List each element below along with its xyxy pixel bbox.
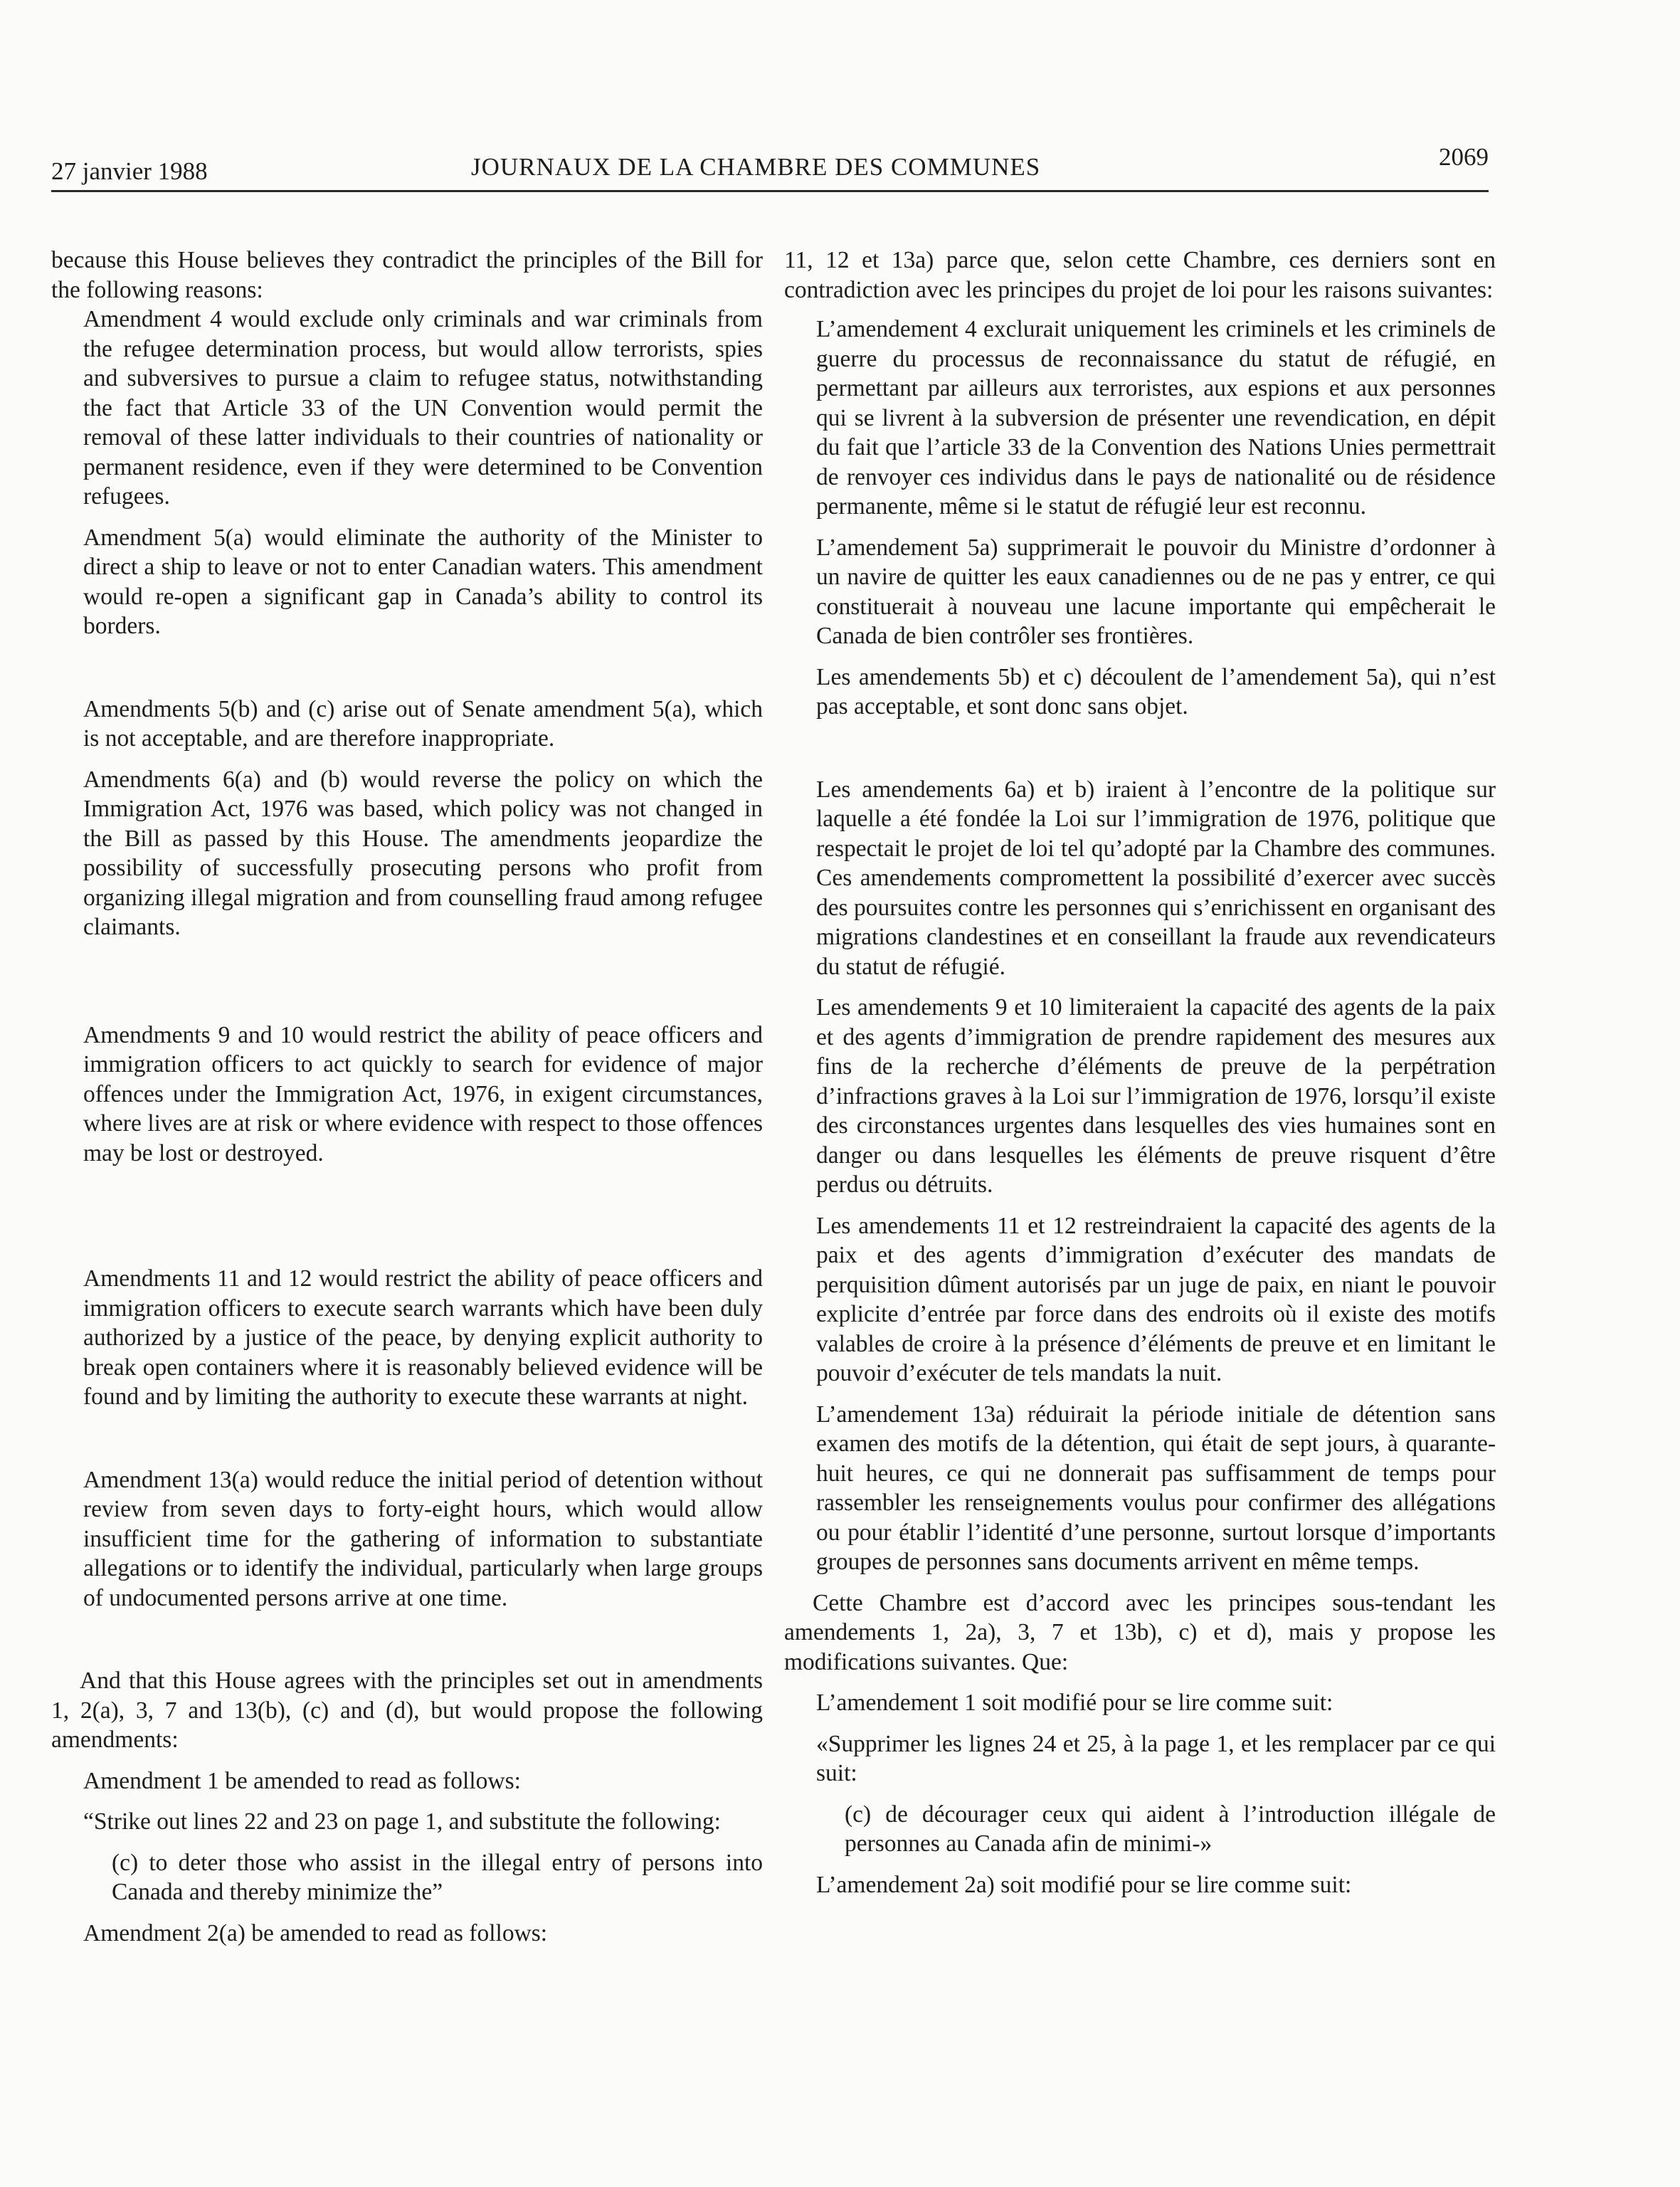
left-amendment-5a: Amendment 5(a) would eliminate the authority of the Minister to direct a ship to leave or not to enter Canadian waters. This amendment would re-open a significant gap in Canada’s ability to control its borders.: [83, 524, 763, 639]
right-agreement: Cette Chambre est d’accord avec les principes sous-tendant les amendements 1, 2a), 3, 7 et 13b), c) et d), mais y propose les modifications suivantes. Que:: [784, 1589, 1496, 1675]
french-column: [784, 246, 1496, 1899]
right-amendements-5bc: Les amendements 5b) et c) découlent de l’amendement 5a), qui n’est pas acceptable, et sont donc sans objet.: [816, 663, 1496, 720]
right-intro: 11, 12 et 13a) parce que, selon cette Chambre, ces derniers sont en contradiction avec les principes du projet de loi pour les raisons suivantes:: [784, 247, 1496, 303]
left-amendments-9-10: Amendments 9 and 10 would restrict the ability of peace officers and immigration officers to act quickly to search for evidence of major offences under the Immigration Act, 1976, in exigent circumstances, where lives are at risk or where evidence with respect to those offences may be lost or destroyed.: [83, 1021, 763, 1166]
right-amendement-1-heading: L’amendement 1 soit modifié pour se lire comme suit:: [816, 1690, 1333, 1716]
right-amendement-4: L’amendement 4 exclurait uniquement les criminels et les criminels de guerre du processus de reconnaissance du statut de réfugié, en permettant par ailleurs aux terroristes, aux espions et aux personnes qui se livrent à la subversion de présenter une revendication, en dépit du fait que l’article 33 de la Convention des Nations Unies permettrait de renvoyer ces individus dans le pays de nationalité ou de résidence permanente, même si le statut de réfugié leur est reconnu.: [816, 316, 1496, 520]
left-agreement: And that this House agrees with the principles set out in amendments 1, 2(a), 3, 7 and 13(b), (c) and (d), but would propose the following amendments:: [51, 1667, 763, 1753]
right-amendements-9-10: Les amendements 9 et 10 limiteraient la capacité des agents de la paix et des agents d’immigration de prendre rapidement des mesures aux fins de la recherche d’éléments de preuve de la perpétration d’infractions graves à la Loi sur l’immigration de 1976, lorsqu’il existe des circonstances urgentes dans lesquelles des vies humaines sont en danger ou dans lesquelles les éléments de preuve risquent d’être perdus ou détruits.: [816, 994, 1496, 1198]
right-supprimer: «Supprimer les lignes 24 et 25, à la page 1, et les remplacer par ce qui suit:: [816, 1730, 1496, 1786]
left-strike-out: “Strike out lines 22 and 23 on page 1, and substitute the following:: [83, 1808, 721, 1835]
left-amendment-13a: Amendment 13(a) would reduce the initial period of detention without review from seven days to forty-eight hours, which would allow insufficient time for the gathering of information to substantiate allegations or to identify the individual, particularly when large groups of undocumented persons arrive at one time.: [83, 1466, 763, 1611]
right-amendement-5a: L’amendement 5a) supprimerait le pouvoir du Ministre d’ordonner à un navire de quitter les eaux canadiennes ou de ne pas y entrer, ce qui constituerait à nouveau une lacune importante qui empêcherait le Canada de bien contrôler ses frontières.: [816, 534, 1496, 649]
right-amendement-13a: L’amendement 13a) réduirait la période initiale de détention sans examen des motifs de la détention, qui était de sept jours, à quarante-huit heures, ce qui ne donnerait pas suffisamment de temps pour rassembler les renseignements voulus pour confirmer des allégations ou pour établir l’identité d’une personne, surtout lorsque d’importants groupes de personnes sans documents arrivent en même temps.: [816, 1401, 1496, 1575]
left-amendment-1-heading: Amendment 1 be amended to read as follows:: [83, 1767, 521, 1794]
left-amendments-5bc: Amendments 5(b) and (c) arise out of Senate amendment 5(a), which is not acceptable, and are therefore inappropriate.: [83, 695, 763, 752]
right-amendements-11-12: Les amendements 11 et 12 restreindraient la capacité des agents de la paix et des agents d’immigration d’exécuter des mandats de perquisition dûment autorisés par un juge de paix, en niant le pouvoir explicite d’entrée par force dans des endroits où il existe des motifs valables de croire à la présence d’éléments de preuve et en limitant le pouvoir d’exécuter de tels mandats la nuit.: [816, 1212, 1496, 1386]
page-header: [51, 139, 1489, 192]
page-number: 2069: [1439, 143, 1489, 171]
left-amendments-11-12: Amendments 11 and 12 would restrict the ability of peace officers and immigration officers to execute search warrants which have been duly authorized by a justice of the peace, by denying explicit authority to break open containers where it is reasonably believed evidence will be found and by limiting the authority to execute these warrants at night.: [83, 1265, 763, 1410]
journal-title: JOURNAUX DE LA CHAMBRE DES COMMUNES: [471, 153, 1041, 181]
header-date: 27 janvier 1988: [51, 157, 208, 185]
right-amendement-2a-heading: L’amendement 2a) soit modifié pour se lire comme suit:: [816, 1871, 1352, 1898]
right-clause-c: (c) de décourager ceux qui aident à l’introduction illégale de personnes au Canada afin de minimi-»: [845, 1801, 1496, 1857]
right-amendements-6ab: Les amendements 6a) et b) iraient à l’encontre de la politique sur laquelle a été fondée la Loi sur l’immigration de 1976, politique que respectait le projet de loi tel qu’adopté par la Chambre des communes. Ces amendements compromettent la possibilité d’exercer avec succès des poursuites contre les personnes qui s’enrichissent en organisant des migrations clandestines et en conseillant la fraude aux revendicateurs du statut de réfugié.: [816, 776, 1496, 980]
english-column: [51, 246, 763, 1948]
left-clause-c: (c) to deter those who assist in the illegal entry of persons into Canada and thereby minimize the”: [112, 1849, 763, 1905]
left-amendments-6ab: Amendments 6(a) and (b) would reverse the policy on which the Immigration Act, 1976 was based, which policy was not changed in the Bill as passed by this House. The amendments jeopardize the possibility of successfully prosecuting persons who profit from organizing illegal migration and from counselling fraud among refugee claimants.: [83, 766, 763, 940]
left-intro: because this House believes they contradict the principles of the Bill for the following reasons:: [51, 247, 763, 303]
left-amendment-4: Amendment 4 would exclude only criminals and war criminals from the refugee determination process, but would allow terrorists, spies and subversives to pursue a claim to refugee status, notwithstanding the fact that Article 33 of the UN Convention would permit the removal of these latter individuals to their countries of nationality or permanent residence, even if they were determined to be Convention refugees.: [83, 306, 763, 510]
left-amendment-2a-heading: Amendment 2(a) be amended to read as follows:: [83, 1919, 548, 1946]
